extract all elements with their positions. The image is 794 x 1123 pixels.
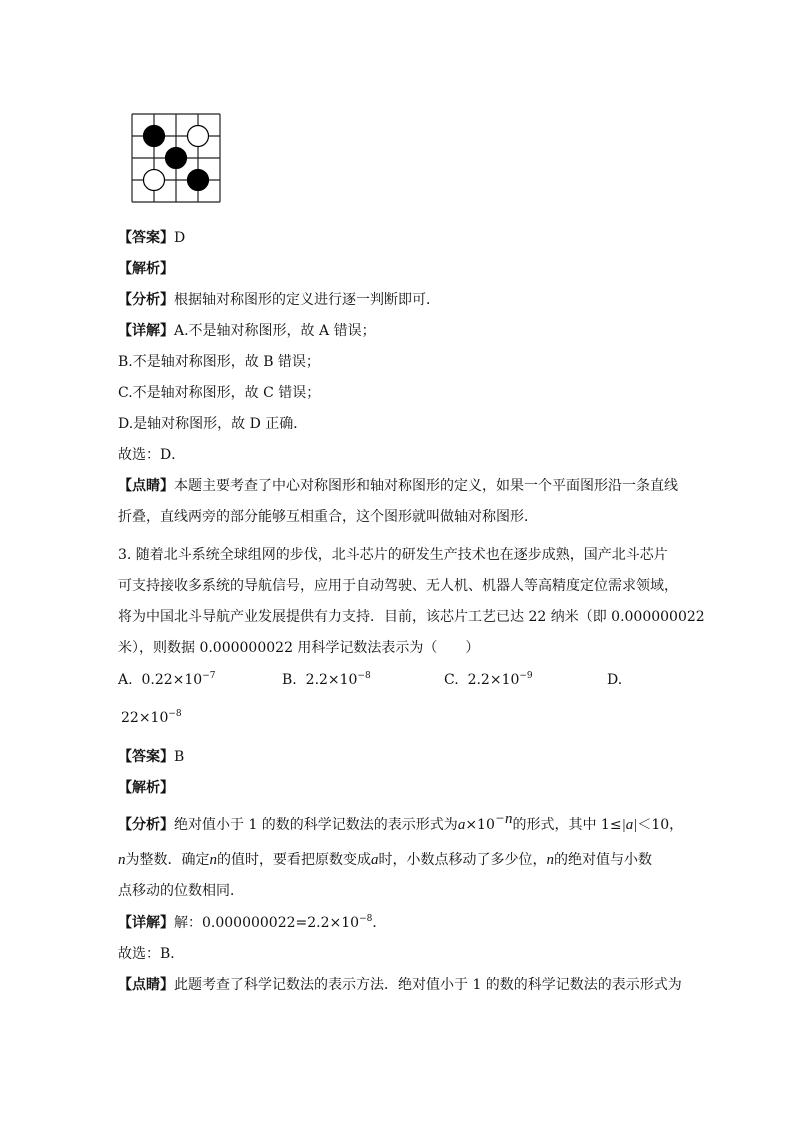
- var-n: n: [546, 852, 554, 868]
- q3-stem-line-2: 可支持接收多系统的导航信号，应用于自动驾驶、无人机、机器人等高精度定位需求领域，: [118, 578, 678, 594]
- fenxi-text-2b: 为整数．确定: [125, 852, 210, 868]
- option-c-analysis: C.不是轴对称图形，故 C 错误；: [118, 385, 321, 401]
- fenxi-text-1a: 绝对值小于 1 的数的科学记数法的表示形式为: [174, 817, 458, 833]
- q3-fenxi-line-2: [118, 850, 652, 870]
- option-b-analysis: B.不是轴对称图形，故 B 错误；: [118, 354, 320, 370]
- xiangjie-text: 解：0.000000022=2.2×10: [174, 915, 360, 931]
- q3-stem-line-3: 将为中国北斗导航产业发展提供有力支持．目前，该芯片工艺已达 22 纳米（即 0.000000022: [118, 609, 705, 625]
- var-a: a: [371, 852, 379, 868]
- q3-fenxi-line-3: 点移动的位数相同．: [118, 883, 244, 899]
- option-a: [118, 670, 215, 690]
- q3-stem-line-1: 3. 随着北斗系统全球组网的步伐，北斗芯片的研发生产技术也在逐步成熟，国产北斗芯片: [118, 547, 668, 563]
- option-a-label: A.: [118, 672, 133, 688]
- answer-tag: 【答案】: [118, 749, 174, 765]
- option-d-analysis: D.是轴对称图形，故 D 正确．: [118, 416, 308, 432]
- go-board-figure: [130, 112, 222, 204]
- option-a-expr: 0.22×10: [141, 672, 203, 688]
- var-n: n: [209, 852, 217, 868]
- white-stone: [144, 170, 165, 191]
- xiangjie-exp: −8: [359, 914, 373, 924]
- option-b-exp: −8: [357, 671, 371, 681]
- answer-value: B: [174, 749, 185, 765]
- fenxi-text-2d: 的值时，要看把原数变成: [217, 852, 371, 868]
- option-c-label: C.: [444, 672, 459, 688]
- dianjing-tag: 【点睛】: [118, 977, 174, 993]
- q3-xiangjie-line: [118, 913, 386, 933]
- expr-a: a: [457, 817, 466, 833]
- answer-tag: 【答案】: [118, 230, 174, 246]
- option-d-exp: −8: [168, 709, 182, 719]
- q3-fenxi-line-1: [118, 811, 684, 835]
- q2-dianjing-line-1: [118, 476, 678, 496]
- q3-stem-line-4: 米），则数据 0.000000022 用科学记数法表示为（ ）: [118, 640, 480, 656]
- option-c: [444, 670, 533, 690]
- xiangjie-tag: 【详解】: [118, 915, 174, 931]
- dianjing-text: 此题考查了科学记数法的表示方法．绝对值小于 1 的数的科学记数法的表示形式为: [174, 977, 682, 993]
- fenxi-tag: 【分析】: [118, 292, 174, 308]
- dianjing-tag: 【点睛】: [118, 478, 174, 494]
- black-stone: [166, 148, 187, 169]
- option-d-expr: 22×10: [121, 710, 169, 726]
- xiangjie-end: ．: [372, 915, 387, 931]
- black-stone: [188, 170, 209, 191]
- fenxi-text-1d: ＜10，: [637, 817, 684, 833]
- fenxi-text-2h: 的绝对值与小数: [554, 852, 652, 868]
- option-b-expr: 2.2×10: [305, 672, 358, 688]
- q3-answer-line: [118, 747, 184, 767]
- fenxi-text-1b: 的形式，其中 1≤: [512, 817, 622, 833]
- option-d-label: D.: [607, 672, 623, 688]
- q2-jiexi-heading: 【解析】: [118, 261, 174, 277]
- q2-choose-line: 故选：D．: [118, 447, 186, 463]
- option-c-expr: 2.2×10: [467, 672, 520, 688]
- option-a-exp: −7: [202, 671, 216, 681]
- var-n: n: [118, 852, 126, 868]
- fenxi-text-2f: 时，小数点移动了多少位，: [378, 852, 547, 868]
- white-stone: [188, 126, 209, 147]
- q2-fenxi-line: [118, 290, 440, 310]
- option-c-exp: −9: [519, 671, 533, 681]
- dianjing-text-1: 本题主要考查了中心对称图形和轴对称图形的定义，如果一个平面图形沿一条直线: [174, 478, 678, 494]
- expr-exp: −n: [494, 811, 513, 827]
- q2-answer-line: [118, 228, 185, 248]
- expr-times: ×10: [465, 817, 495, 833]
- fenxi-tag: 【分析】: [118, 817, 174, 833]
- q2-xiangjie-line: [118, 321, 376, 341]
- q2-dianjing-line-2: 折叠，直线两旁的部分能够互相重合，这个图形就叫做轴对称图形．: [118, 509, 538, 525]
- option-b-label: B.: [282, 672, 297, 688]
- answer-value: D: [174, 230, 186, 246]
- fenxi-text: 根据轴对称图形的定义进行逐一判断即可．: [174, 292, 440, 308]
- option-a-analysis: A.不是轴对称图形，故 A 错误；: [174, 323, 376, 339]
- black-stone: [144, 126, 165, 147]
- option-b: [282, 670, 371, 690]
- abs-a: |a|: [621, 817, 638, 833]
- q3-choose-line: 故选：B．: [118, 946, 185, 962]
- option-d-expr-line: [121, 708, 182, 728]
- q3-dianjing-line: [118, 975, 682, 995]
- q3-jiexi-heading: 【解析】: [118, 780, 174, 796]
- xiangjie-tag: 【详解】: [118, 323, 174, 339]
